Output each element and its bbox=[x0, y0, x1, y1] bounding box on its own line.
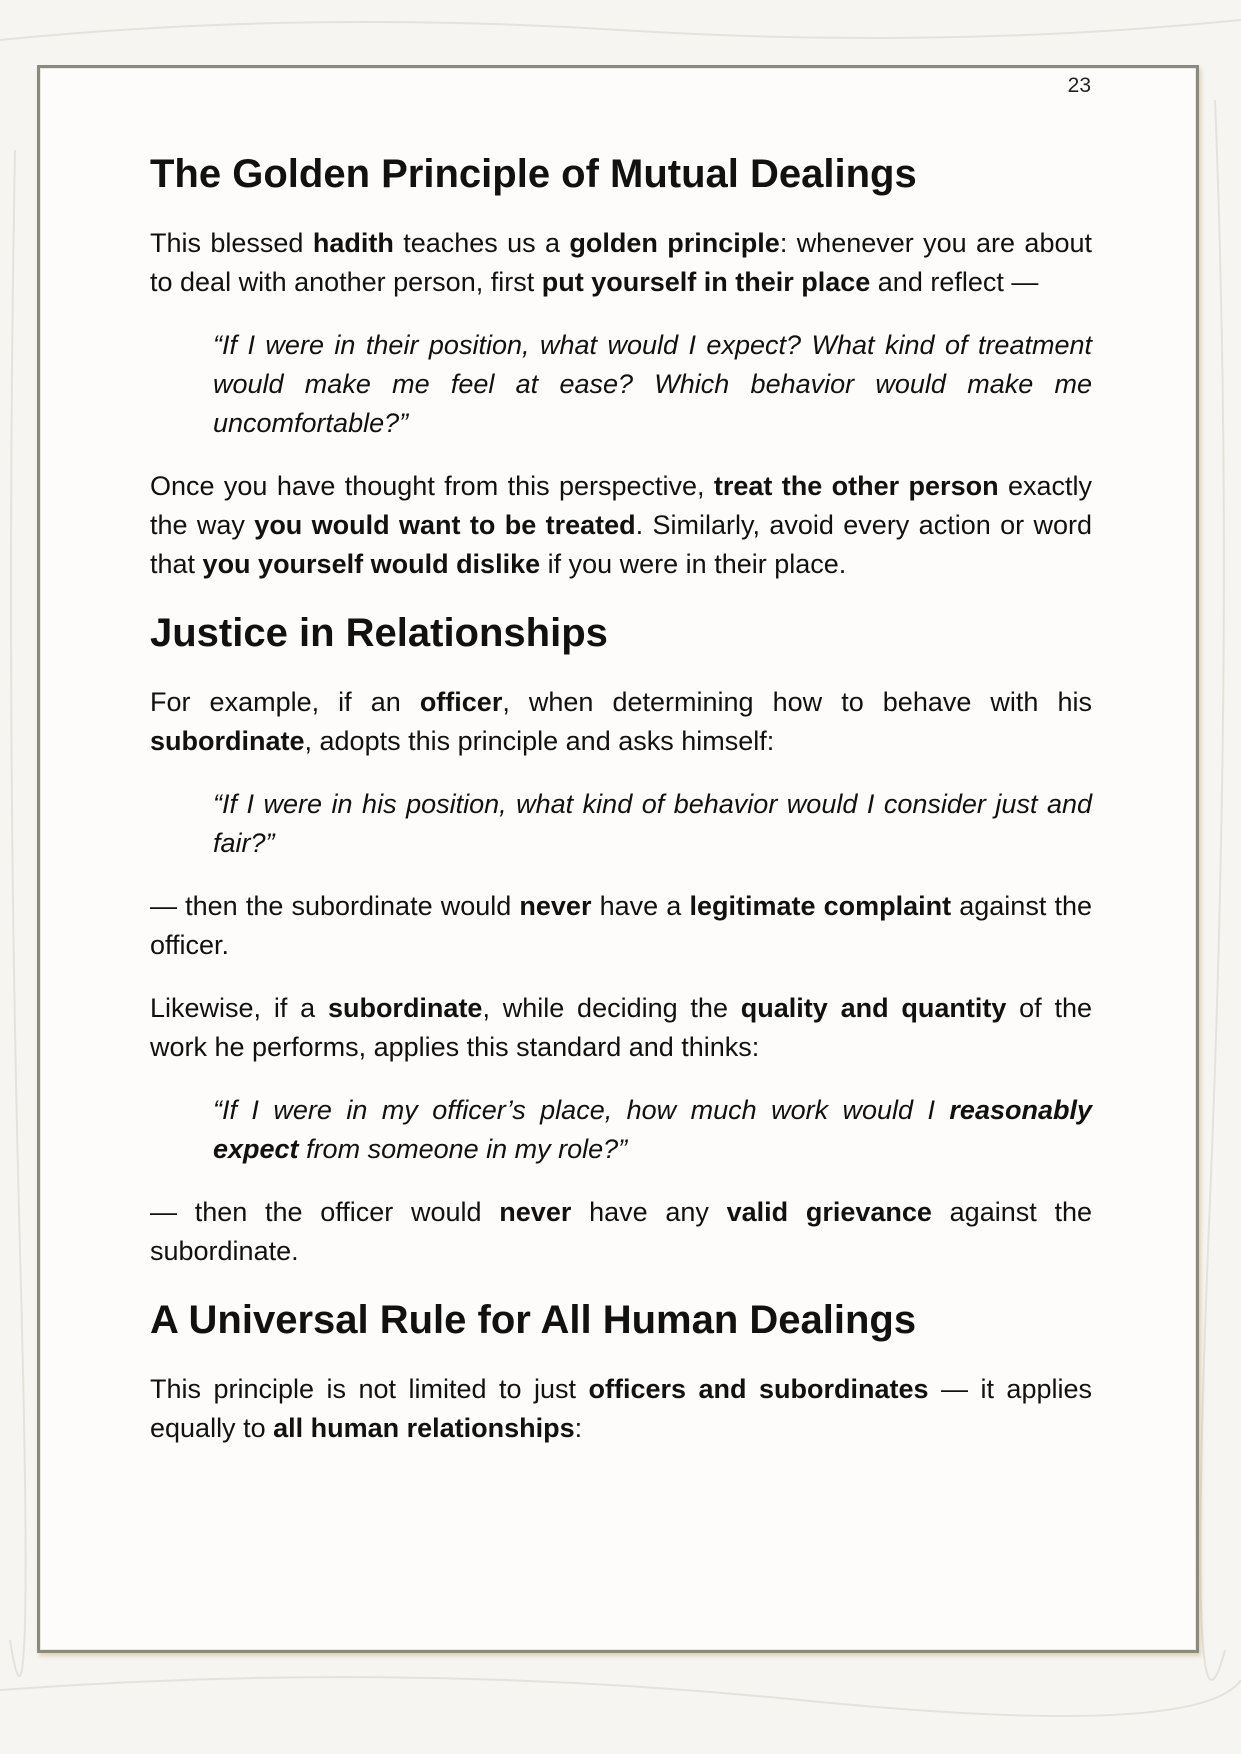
paragraph-golden-principle-intro: This blessed hadith teaches us a golden principle: whenever you are about to deal with another person, first put yourself in their place and reflect — bbox=[150, 228, 1093, 297]
paragraph-universal-rule: This principle is not limited to just officers and subordinates — it applies equally to all human relationships: bbox=[150, 1374, 1092, 1443]
paragraph-subordinate-example: Likewise, if a subordinate, while deciding the quality and quantity of the work he performs, applies this standard and thinks: bbox=[150, 993, 1092, 1062]
page-number: 23 bbox=[1067, 74, 1091, 97]
paragraph-no-grievance: — then the officer would never have any valid grievance against the subordinate. bbox=[150, 1197, 1092, 1266]
quote-his-position: “If I were in his position, what kind of behavior would I consider just and fair?” bbox=[213, 789, 1092, 858]
paragraph-treat-others: Once you have thought from this perspective, treat the other person exactly the way you would want to be treated. Similarly, avoid every action or word that you yourself would dislike if you were in their place. bbox=[150, 471, 1092, 579]
quote-their-position: “If I were in their position, what would I expect? What kind of treatment would make me feel at ease? Which behavior would make me uncomfortable?” bbox=[213, 330, 1092, 438]
section-heading-universal-rule: A Universal Rule for All Human Dealings bbox=[150, 1298, 917, 1342]
section-heading-golden-principle: The Golden Principle of Mutual Dealings bbox=[150, 152, 917, 196]
section-heading-justice: Justice in Relationships bbox=[150, 611, 608, 655]
paragraph-no-complaint: — then the subordinate would never have a legitimate complaint against the officer. bbox=[150, 891, 1092, 960]
quote-officers-place: “If I were in my officer’s place, how much work would I reasonably expect from someone in my role?” bbox=[213, 1095, 1092, 1164]
paragraph-officer-example: For example, if an officer, when determining how to behave with his subordinate, adopts this principle and asks himself: bbox=[150, 687, 1093, 756]
page-content bbox=[150, 150, 1092, 1448]
